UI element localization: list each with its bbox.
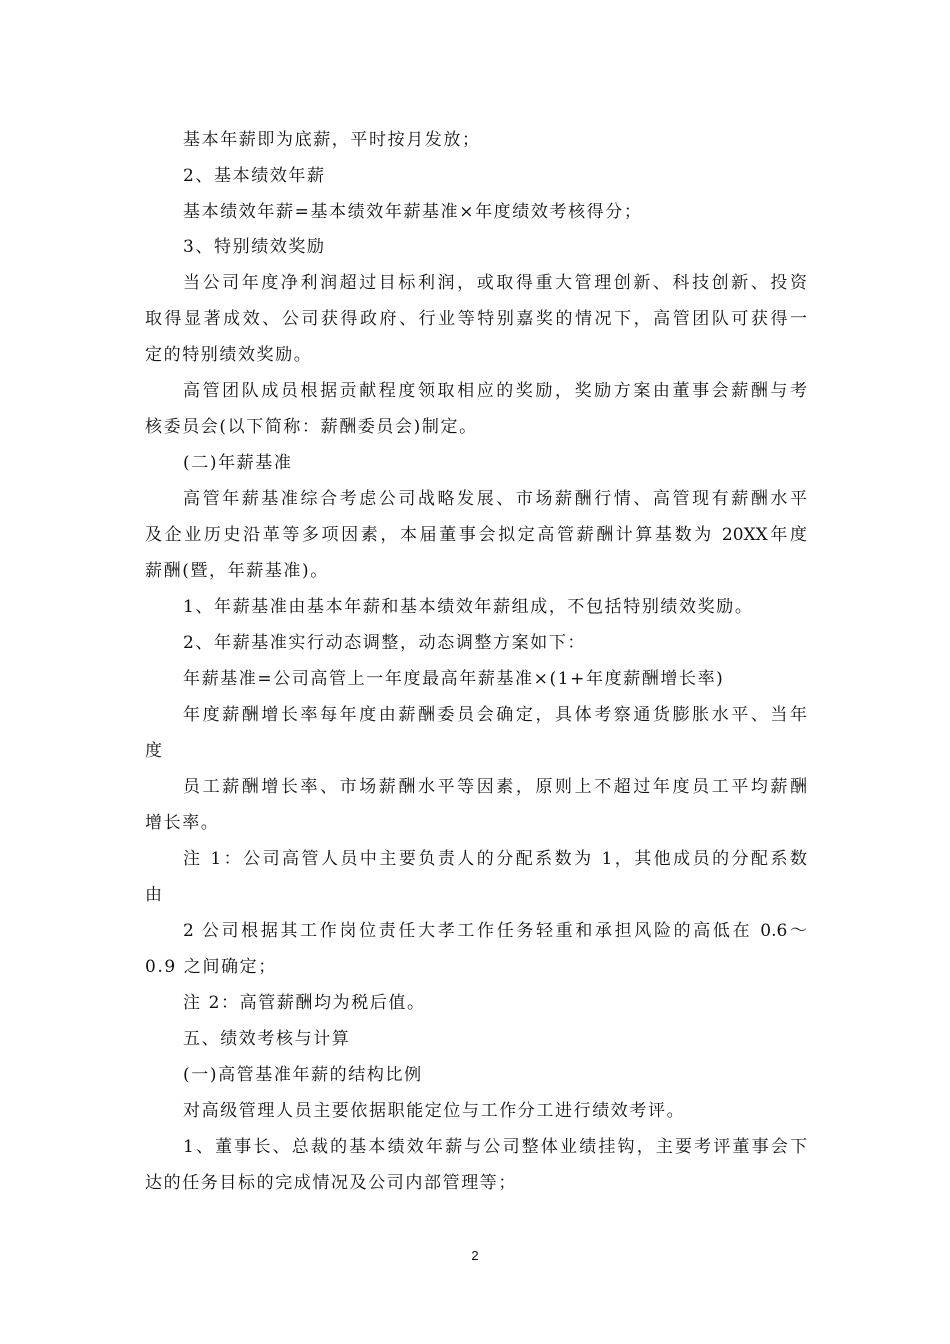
note-line: 2 公司根据其工作岗位责任大孝工作任务轻重和承担风险的高低在 0.6～ xyxy=(183,921,807,941)
note-line: 0.9 之间确定； xyxy=(145,957,277,977)
paragraph-line: 度 xyxy=(145,741,164,761)
note-line: 注 2：高管薪酬均为税后值。 xyxy=(183,993,426,1013)
paragraph-line: 高管年薪基准综合考虑公司战略发展、市场薪酬行情、高管现有薪酬水平 xyxy=(183,489,807,509)
paragraph-line: 定的特别绩效奖励。 xyxy=(145,345,313,365)
paragraph-line: 员工薪酬增长率、市场薪酬水平等因素，原则上不超过年度员工平均薪酬 xyxy=(183,777,807,797)
paragraph-line: 薪酬(暨，年薪基准)。 xyxy=(145,561,329,581)
paragraph-line: 对高级管理人员主要依据职能定位与工作分工进行绩效考评。 xyxy=(183,1101,686,1121)
page-number: 2 xyxy=(471,1248,479,1263)
paragraph-line: 基本年薪即为底薪，平时按月发放； xyxy=(183,130,481,150)
list-item-heading: 3、特别绩效奖励 xyxy=(183,237,326,257)
paragraph-line: 高管团队成员根据贡献程度领取相应的奖励，奖励方案由董事会薪酬与考 xyxy=(183,381,807,401)
list-item: 达的任务目标的完成情况及公司内部管理等； xyxy=(145,1173,517,1193)
paragraph-line: 增长率。 xyxy=(145,813,220,833)
formula-line: 基本绩效年薪=基本绩效年薪基准×年度绩效考核得分； xyxy=(183,202,643,222)
section-heading: (二)年薪基准 xyxy=(183,453,293,473)
paragraph-line: 及企业历史沿革等多项因素，本届董事会拟定高管薪酬计算基数为 20XX年度 xyxy=(145,525,807,545)
list-item: 1、董事长、总裁的基本绩效年薪与公司整体业绩挂钩，主要考评董事会下 xyxy=(183,1137,807,1157)
list-item-heading: 2、基本绩效年薪 xyxy=(183,166,326,186)
list-item: 1、年薪基准由基本年薪和基本绩效年薪组成，不包括特别绩效奖励。 xyxy=(183,597,754,617)
section-heading: (一)高管基准年薪的结构比例 xyxy=(183,1065,423,1085)
paragraph-line: 当公司年度净利润超过目标利润，或取得重大管理创新、科技创新、投资 xyxy=(183,273,807,293)
list-item: 2、年薪基准实行动态调整，动态调整方案如下： xyxy=(183,633,587,653)
paragraph-line: 年度薪酬增长率每年度由薪酬委员会确定，具体考察通货膨胀水平、当年 xyxy=(183,705,807,725)
note-line: 由 xyxy=(145,885,164,905)
section-heading: 五、绩效考核与计算 xyxy=(183,1029,351,1049)
paragraph-line: 核委员会(以下简称：薪酬委员会)制定。 xyxy=(145,417,478,437)
formula-line: 年薪基准=公司高管上一年度最高年薪基准×(1+年度薪酬增长率) xyxy=(183,669,725,689)
paragraph-line: 取得显著成效、公司获得政府、行业等特别嘉奖的情况下，高管团队可获得一 xyxy=(145,309,807,329)
note-line: 注 1：公司高管人员中主要负责人的分配系数为 1，其他成员的分配系数 xyxy=(183,849,807,869)
